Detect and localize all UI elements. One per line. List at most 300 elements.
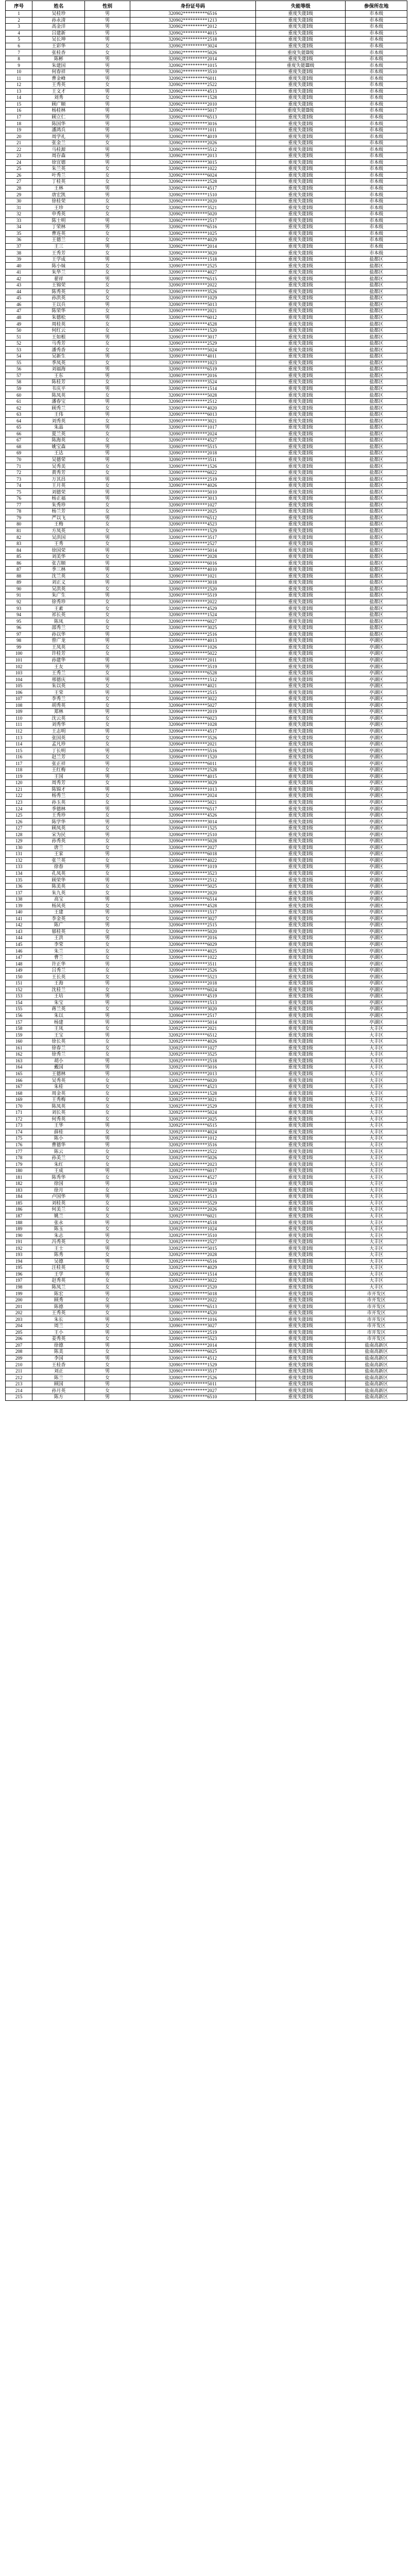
cell-name: 陈广 [32, 922, 85, 929]
cell-gender: 女 [85, 528, 130, 534]
table-row [6, 954, 407, 961]
table-row [6, 1187, 407, 1194]
cell-gender: 女 [85, 1109, 130, 1116]
cell-name: 高金洋 [32, 24, 85, 30]
cell-name: 朱红 [32, 1161, 85, 1168]
cell-id-number: 320925**********4523 [130, 1083, 255, 1090]
cell-id-number: 320903**********1029 [130, 295, 255, 302]
cell-disability-level: 重度失能Ⅰ级 [255, 1278, 346, 1284]
cell-disability-level: 重度失能Ⅰ级 [255, 56, 346, 62]
cell-no: 122 [6, 793, 32, 800]
cell-no: 29 [6, 192, 32, 198]
cell-id-number: 320903**********1514 [130, 385, 255, 392]
cell-gender: 女 [85, 437, 130, 444]
cell-gender: 男 [85, 689, 130, 696]
cell-gender: 男 [85, 146, 130, 153]
cell-name: 吕建新 [32, 30, 85, 37]
cell-disability-level: 重度失能Ⅰ级 [255, 657, 346, 664]
cell-name: 王东 [32, 372, 85, 379]
cell-name: 张兰英 [32, 857, 85, 864]
cell-disability-level: 重度失能Ⅰ级 [255, 954, 346, 961]
cell-disability-level: 重度失能Ⅰ级 [255, 515, 346, 521]
cell-insured-location: 盐都区 [346, 282, 407, 289]
cell-gender: 女 [85, 967, 130, 974]
cell-id-number: 320925**********1528 [130, 1090, 255, 1097]
cell-id-number: 320904**********2512 [130, 877, 255, 884]
cell-no: 201 [6, 1303, 32, 1310]
cell-insured-location: 大丰区 [346, 1052, 407, 1058]
cell-no: 90 [6, 586, 32, 592]
cell-name: 曾广龙 [32, 638, 85, 645]
cell-no: 199 [6, 1291, 32, 1297]
table-row [6, 146, 407, 153]
table-row [6, 43, 407, 49]
cell-name: 许正华 [32, 961, 85, 968]
cell-gender: 女 [85, 954, 130, 961]
table-row [6, 289, 407, 295]
table-row [6, 398, 407, 405]
cell-insured-location: 盐都区 [346, 379, 407, 386]
cell-name: 张吉顺 [32, 560, 85, 567]
cell-disability-level: 重度失能Ⅰ级 [255, 806, 346, 812]
cell-name: 周存森 [32, 153, 85, 160]
cell-no: 37 [6, 243, 32, 250]
cell-disability-level: 重度失能Ⅰ级 [255, 256, 346, 263]
cell-disability-level: 重度失能Ⅰ级 [255, 75, 346, 82]
cell-id-number: 320925**********5024 [130, 1109, 255, 1116]
cell-no: 110 [6, 715, 32, 722]
cell-gender: 女 [85, 974, 130, 980]
cell-name: 陈荣华 [32, 308, 85, 315]
cell-gender: 女 [85, 586, 130, 592]
cell-no: 21 [6, 140, 32, 146]
cell-disability-level: 重度失能Ⅰ级 [255, 1180, 346, 1187]
table-row [6, 243, 407, 250]
roster-table [5, 1, 407, 1401]
cell-no: 145 [6, 941, 32, 948]
cell-name: 张永 [32, 1219, 85, 1226]
cell-id-number: 320904**********1513 [130, 999, 255, 1006]
cell-no: 68 [6, 444, 32, 450]
cell-insured-location: 大丰区 [346, 1038, 407, 1045]
cell-gender: 男 [85, 806, 130, 812]
cell-disability-level: 重度失能Ⅰ级 [255, 476, 346, 483]
cell-id-number: 320925**********6516 [130, 1258, 255, 1265]
table-row [6, 1245, 407, 1252]
table-row [6, 1123, 407, 1129]
cell-insured-location: 市本级 [346, 166, 407, 173]
cell-name: 马桂源 [32, 146, 85, 153]
cell-name: 胡秀英 [32, 702, 85, 709]
cell-insured-location: 大丰区 [346, 1025, 407, 1032]
cell-name: 顾荣华 [32, 877, 85, 884]
cell-gender: 男 [85, 567, 130, 573]
cell-disability-level: 重度失能Ⅰ级 [255, 573, 346, 580]
cell-gender: 男 [85, 17, 130, 24]
cell-disability-level: 重度失能Ⅰ级 [255, 1265, 346, 1272]
cell-disability-level: 重度失能Ⅰ级 [255, 844, 346, 851]
cell-insured-location: 大丰区 [346, 1232, 407, 1239]
table-row [6, 534, 407, 541]
cell-no: 129 [6, 838, 32, 845]
cell-id-number: 320904**********6528 [130, 670, 255, 676]
cell-insured-location: 盐南高新区 [346, 1375, 407, 1381]
cell-name: 朱兰 [32, 948, 85, 955]
cell-insured-location: 亭湖区 [346, 748, 407, 754]
cell-insured-location: 盐都区 [346, 398, 407, 405]
cell-no: 170 [6, 1103, 32, 1110]
cell-insured-location: 亭湖区 [346, 793, 407, 800]
cell-disability-level: 重度失能Ⅰ级 [255, 1077, 346, 1084]
cell-insured-location: 大丰区 [346, 1194, 407, 1200]
cell-insured-location: 盐都区 [346, 360, 407, 366]
cell-gender: 女 [85, 1103, 130, 1110]
table-row [6, 586, 407, 592]
cell-name: 何美兰 [32, 1207, 85, 1213]
table-row [6, 980, 407, 987]
cell-name: 王秀兰 [32, 670, 85, 676]
cell-name: 朱以 [32, 1012, 85, 1019]
header-disability-level: 失能等级 [255, 1, 346, 11]
cell-id-number: 320904**********3519 [130, 664, 255, 670]
cell-no: 97 [6, 631, 32, 638]
cell-no: 197 [6, 1278, 32, 1284]
cell-disability-level: 重度失能Ⅰ级 [255, 282, 346, 289]
cell-gender: 女 [85, 230, 130, 237]
cell-name: 吴洪英 [32, 586, 85, 592]
table-row [6, 864, 407, 871]
cell-no: 173 [6, 1123, 32, 1129]
cell-gender: 男 [85, 385, 130, 392]
cell-name: 徐国 [32, 1180, 85, 1187]
cell-id-number: 320901**********2027 [130, 1387, 255, 1394]
cell-insured-location: 亭湖区 [346, 644, 407, 651]
cell-insured-location: 市开发区 [346, 1336, 407, 1343]
cell-insured-location: 亭湖区 [346, 851, 407, 858]
cell-gender: 女 [85, 1096, 130, 1103]
cell-id-number: 320901**********6513 [130, 1303, 255, 1310]
cell-gender: 男 [85, 62, 130, 69]
cell-no: 70 [6, 456, 32, 463]
cell-gender: 女 [85, 722, 130, 728]
table-row [6, 476, 407, 483]
cell-no: 32 [6, 211, 32, 217]
cell-insured-location: 市本级 [346, 43, 407, 49]
cell-name: 丁桂英 [32, 179, 85, 185]
cell-gender: 男 [85, 185, 130, 192]
cell-insured-location: 亭湖区 [346, 980, 407, 987]
cell-id-number: 320904**********2020 [130, 890, 255, 896]
cell-disability-level: 重度失能Ⅰ级 [255, 431, 346, 437]
cell-gender: 男 [85, 1032, 130, 1039]
table-row [6, 638, 407, 645]
cell-insured-location: 市本级 [346, 211, 407, 217]
cell-disability-level: 重度失能Ⅰ级 [255, 185, 346, 192]
table-row [6, 133, 407, 140]
cell-insured-location: 大丰区 [346, 1271, 407, 1278]
cell-gender: 女 [85, 1052, 130, 1058]
cell-insured-location: 亭湖区 [346, 657, 407, 664]
cell-id-number: 320902**********3510 [130, 69, 255, 75]
table-row [6, 230, 407, 237]
cell-disability-level: 重度失能Ⅰ级 [255, 444, 346, 450]
cell-gender: 男 [85, 909, 130, 916]
cell-id-number: 320925**********2520 [130, 1284, 255, 1291]
cell-disability-level: 重度失能Ⅰ级 [255, 528, 346, 534]
cell-no: 58 [6, 379, 32, 386]
cell-disability-level: 重度失能Ⅰ级 [255, 1071, 346, 1077]
cell-no: 84 [6, 547, 32, 554]
cell-disability-level: 重度失能Ⅰ级 [255, 425, 346, 431]
cell-name: 蒋兰英 [32, 1006, 85, 1013]
cell-name: 陈玉 [32, 1226, 85, 1232]
table-row [6, 1096, 407, 1103]
cell-insured-location: 市本级 [346, 224, 407, 231]
cell-gender: 女 [85, 618, 130, 625]
cell-gender: 男 [85, 256, 130, 263]
cell-disability-level: 重度失能Ⅰ级 [255, 567, 346, 573]
cell-name: 高宝 [32, 896, 85, 903]
cell-gender: 男 [85, 11, 130, 18]
cell-id-number: 320902**********6516 [130, 11, 255, 18]
cell-insured-location: 亭湖区 [346, 941, 407, 948]
cell-insured-location: 盐都区 [346, 612, 407, 618]
cell-name: 王秀英 [32, 82, 85, 89]
table-row [6, 760, 407, 767]
cell-name: 王士 [32, 1245, 85, 1252]
cell-disability-level: 重度失能Ⅰ级 [255, 224, 346, 231]
table-row [6, 1265, 407, 1272]
cell-gender: 女 [85, 392, 130, 399]
cell-insured-location: 市本级 [346, 205, 407, 211]
cell-disability-level: 重度失能Ⅰ级 [255, 586, 346, 592]
cell-disability-level: 重度失能Ⅰ级 [255, 592, 346, 599]
cell-id-number: 320925**********2013 [130, 1071, 255, 1077]
cell-gender: 男 [85, 1394, 130, 1401]
cell-disability-level: 重度失能Ⅰ级 [255, 372, 346, 379]
table-row [6, 676, 407, 683]
cell-disability-level: 重度失能Ⅰ级 [255, 651, 346, 657]
cell-insured-location: 市本级 [346, 127, 407, 133]
cell-disability-level: 重度失能Ⅰ级 [255, 644, 346, 651]
table-row [6, 217, 407, 224]
cell-disability-level: 重度失能Ⅰ级 [255, 916, 346, 922]
cell-id-number: 320903**********6012 [130, 314, 255, 321]
cell-name: 徐秀珍 [32, 599, 85, 605]
cell-no: 99 [6, 644, 32, 651]
cell-disability-level: 重度失能Ⅰ级 [255, 1025, 346, 1032]
cell-disability-level: 重度失能Ⅰ级 [255, 922, 346, 929]
table-row [6, 735, 407, 741]
cell-disability-level: 重度失能Ⅰ级 [255, 676, 346, 683]
cell-id-number: 320903**********6519 [130, 366, 255, 373]
cell-disability-level: 重度失能Ⅰ级 [255, 1303, 346, 1310]
cell-id-number: 320902**********2014 [130, 243, 255, 250]
cell-name: 陈美英 [32, 883, 85, 890]
cell-id-number: 320904**********1026 [130, 644, 255, 651]
cell-id-number: 320925**********3525 [130, 1052, 255, 1058]
cell-no: 209 [6, 1355, 32, 1362]
cell-no: 23 [6, 153, 32, 160]
cell-no: 206 [6, 1336, 32, 1343]
cell-insured-location: 大丰区 [346, 1116, 407, 1123]
table-row [6, 928, 407, 935]
cell-no: 16 [6, 108, 32, 114]
cell-insured-location: 盐南高新区 [346, 1387, 407, 1394]
table-row [6, 844, 407, 851]
cell-id-number: 320903**********2025 [130, 509, 255, 515]
cell-id-number: 320925**********4024 [130, 1129, 255, 1136]
table-row [6, 69, 407, 75]
cell-name: 陈学华 [32, 819, 85, 825]
table-row [6, 1194, 407, 1200]
cell-id-number: 320904**********1512 [130, 676, 255, 683]
cell-id-number: 320903**********3511 [130, 456, 255, 463]
cell-disability-level: 重度失能Ⅰ级 [255, 1284, 346, 1291]
cell-insured-location: 大丰区 [346, 1083, 407, 1090]
cell-no: 7 [6, 49, 32, 56]
cell-disability-level: 重度失能Ⅰ级 [255, 521, 346, 528]
cell-id-number: 320925**********5026 [130, 1155, 255, 1161]
cell-id-number: 320903**********6013 [130, 411, 255, 418]
cell-gender: 女 [85, 1174, 130, 1181]
cell-gender: 女 [85, 903, 130, 909]
cell-id-number: 320925**********2023 [130, 1161, 255, 1168]
cell-gender: 男 [85, 24, 130, 30]
cell-id-number: 320904**********6514 [130, 896, 255, 903]
cell-insured-location: 盐都区 [346, 450, 407, 457]
cell-no: 85 [6, 553, 32, 560]
cell-disability-level: 重度失能Ⅰ级 [255, 832, 346, 838]
table-row [6, 618, 407, 625]
table-row [6, 1362, 407, 1368]
cell-id-number: 320902**********4019 [130, 133, 255, 140]
cell-insured-location: 大丰区 [346, 1123, 407, 1129]
cell-disability-level: 重度失能Ⅰ级 [255, 205, 346, 211]
cell-name: 吴秀英 [32, 1077, 85, 1084]
cell-gender: 女 [85, 282, 130, 289]
table-row [6, 482, 407, 489]
cell-insured-location: 盐都区 [346, 334, 407, 341]
cell-id-number: 320903**********2525 [130, 263, 255, 269]
cell-name: 朱以英 [32, 683, 85, 689]
cell-id-number: 320904**********5020 [130, 928, 255, 935]
cell-insured-location: 盐南高新区 [346, 1362, 407, 1368]
cell-name: 吴德 [32, 1258, 85, 1265]
cell-gender: 女 [85, 928, 130, 935]
cell-insured-location: 亭湖区 [346, 799, 407, 806]
table-row [6, 295, 407, 302]
cell-name: 刘正 [32, 1368, 85, 1375]
cell-gender: 男 [85, 1194, 130, 1200]
cell-id-number: 320903**********5515 [130, 444, 255, 450]
cell-id-number: 320903**********3013 [130, 496, 255, 502]
table-row [6, 1349, 407, 1355]
table-row [6, 1303, 407, 1310]
cell-insured-location: 市本级 [346, 108, 407, 114]
cell-disability-level: 重度失能Ⅰ级 [255, 773, 346, 780]
cell-no: 146 [6, 948, 32, 955]
cell-id-number: 320901**********5523 [130, 1336, 255, 1343]
cell-id-number: 320903**********1529 [130, 528, 255, 534]
table-row [6, 1064, 407, 1071]
cell-gender: 男 [85, 1142, 130, 1148]
cell-disability-level: 重度失能Ⅰ级 [255, 411, 346, 418]
cell-id-number: 320903**********2516 [130, 631, 255, 638]
table-row [6, 773, 407, 780]
cell-disability-level: 重度失能Ⅰ级 [255, 715, 346, 722]
table-row [6, 308, 407, 315]
cell-no: 101 [6, 657, 32, 664]
cell-disability-level: 重度失能Ⅱ级 [255, 108, 346, 114]
cell-no: 72 [6, 469, 32, 476]
cell-disability-level: 重度失能Ⅰ级 [255, 140, 346, 146]
table-row [6, 754, 407, 760]
cell-no: 213 [6, 1381, 32, 1387]
table-row [6, 877, 407, 884]
cell-id-number: 320903**********4523 [130, 521, 255, 528]
table-row [6, 237, 407, 244]
cell-gender: 男 [85, 1291, 130, 1297]
cell-disability-level: 重度失能Ⅰ级 [255, 192, 346, 198]
cell-gender: 女 [85, 857, 130, 864]
cell-insured-location: 市本级 [346, 37, 407, 43]
table-row [6, 1200, 407, 1207]
cell-gender: 女 [85, 702, 130, 709]
cell-disability-level: 重度失能Ⅰ级 [255, 11, 346, 18]
cell-insured-location: 盐都区 [346, 431, 407, 437]
cell-id-number: 320901**********5018 [130, 1291, 255, 1297]
cell-insured-location: 盐都区 [346, 327, 407, 334]
cell-disability-level: 重度失能Ⅰ级 [255, 812, 346, 819]
cell-name: 王梅 [32, 521, 85, 528]
cell-disability-level: 重度失能Ⅰ级 [255, 1200, 346, 1207]
table-row [6, 651, 407, 657]
cell-gender: 男 [85, 366, 130, 373]
table-row [6, 909, 407, 916]
cell-gender: 女 [85, 482, 130, 489]
cell-no: 171 [6, 1109, 32, 1116]
cell-name: 陈凤兰 [32, 1284, 85, 1291]
table-row [6, 1368, 407, 1375]
cell-name: 杨建 [32, 1019, 85, 1026]
cell-disability-level: 重度失能Ⅰ级 [255, 1083, 346, 1090]
cell-insured-location: 大丰区 [346, 1258, 407, 1265]
cell-gender: 男 [85, 159, 130, 166]
cell-insured-location: 亭湖区 [346, 715, 407, 722]
cell-name: 冯秀英 [32, 1239, 85, 1245]
cell-name: 朱宝 [32, 999, 85, 1006]
table-row [6, 1291, 407, 1297]
cell-insured-location: 亭湖区 [346, 696, 407, 702]
cell-name: 刘秀 [32, 95, 85, 101]
cell-no: 176 [6, 1142, 32, 1148]
cell-gender: 男 [85, 786, 130, 793]
cell-id-number: 320925**********4029 [130, 1265, 255, 1272]
cell-no: 100 [6, 651, 32, 657]
cell-insured-location: 大丰区 [346, 1096, 407, 1103]
table-row [6, 1103, 407, 1110]
cell-disability-level: 重度失能Ⅰ级 [255, 153, 346, 160]
cell-gender: 女 [85, 1284, 130, 1291]
cell-insured-location: 亭湖区 [346, 967, 407, 974]
cell-name: 吴德荣 [32, 456, 85, 463]
cell-gender: 女 [85, 793, 130, 800]
cell-gender: 男 [85, 1258, 130, 1265]
cell-disability-level: 重度失能Ⅰ级 [255, 1297, 346, 1303]
cell-disability-level: 重度失能Ⅰ级 [255, 547, 346, 554]
cell-insured-location: 市本级 [346, 17, 407, 24]
